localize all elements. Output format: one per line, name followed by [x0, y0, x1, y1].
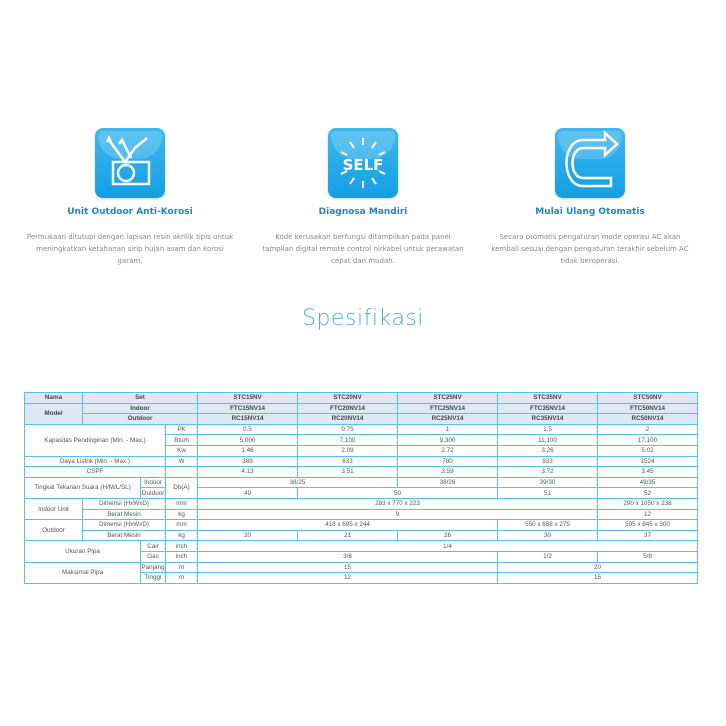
cell: 418 x 695 x 244: [198, 520, 498, 531]
sub-label: Tinggi: [141, 573, 166, 584]
cell: FTC15NV14: [198, 403, 298, 414]
table-row: [25, 403, 698, 414]
table-row: [25, 562, 698, 573]
unit-cell: W: [166, 456, 198, 467]
cell: 2.72: [398, 445, 498, 456]
unit-cell: kg: [166, 530, 198, 541]
cell: 283 x 770 x 223: [198, 498, 598, 509]
cell: 15: [198, 562, 498, 573]
cell: 3.59: [398, 467, 498, 478]
table-row: [25, 467, 698, 478]
header-cell: Nama: [25, 393, 83, 404]
cell: RC25NV14: [398, 414, 498, 425]
cell: 37: [597, 530, 697, 541]
feature-description: Kode kerusakan berfungsi ditampilkan pada panel tampilan digital remote control nirkabel untuk perawatan cepat dan mudah.: [262, 233, 464, 265]
cell: 2.09: [298, 445, 398, 456]
table-row: [25, 530, 698, 541]
cell: 290 x 1050 x 238: [597, 498, 697, 509]
feature-title: Diagnosa Mandiri: [318, 207, 408, 217]
cell: 0.5: [198, 424, 298, 435]
table-row: [25, 393, 698, 404]
feature-self-diagnosis: [253, 128, 473, 267]
sub-label: Cair: [141, 541, 166, 552]
unit-cell: Kw: [166, 445, 198, 456]
feature-description: Secara otomatis pengaturan mode operasi AC akan kembali sesuai dengan pengaturan terakhir sebelum AC tidak beroperasi.: [491, 233, 689, 265]
cell: 50: [298, 488, 498, 499]
feature-auto-restart: [480, 128, 700, 267]
row-label: Daya Listrik (Min. - Max.): [25, 456, 166, 467]
unit-cell: inch: [166, 551, 198, 562]
cell: RC20NV14: [298, 414, 398, 425]
cell: 21: [298, 530, 398, 541]
feature-title: Mulai Ulang Otomatis: [535, 207, 645, 217]
table-row: [25, 520, 698, 531]
sub-label: Berat Mesin: [83, 509, 166, 520]
cell: 1524: [597, 456, 697, 467]
table-row: [25, 541, 698, 552]
spec-table: [24, 392, 698, 584]
set-cell: STC20NV: [298, 393, 398, 404]
auto-restart-arrow-icon: [555, 128, 625, 198]
cell: 3.45: [597, 467, 697, 478]
unit-cell: inch: [166, 541, 198, 552]
cell: FTC20NV14: [298, 403, 398, 414]
cell: 12: [198, 573, 498, 584]
cell: 1/2: [497, 551, 597, 562]
unit-cell: PK: [166, 424, 198, 435]
cell: 1.5: [497, 424, 597, 435]
cell: 4.13: [198, 467, 298, 478]
unit-cell: m: [166, 573, 198, 584]
feature-description: Permukaan ditutupi dengan lapisan resin akrilik tipis untuk meningkatkan ketahanan sirip hujan asam dan korosi garam.: [26, 233, 234, 265]
unit-cell: mm: [166, 498, 198, 509]
table-row: [25, 414, 698, 425]
cell: 9: [198, 509, 598, 520]
table-row: [25, 498, 698, 509]
cell: 1.46: [198, 445, 298, 456]
cell: 7,100: [298, 435, 398, 446]
cell: 26: [398, 530, 498, 541]
cell: 9,300: [398, 435, 498, 446]
cell: 52: [597, 488, 697, 499]
cell: RC35NV14: [497, 414, 597, 425]
cell: FTC50NV14: [597, 403, 697, 414]
header-cell: Set: [83, 393, 198, 404]
sub-label: Dimensi (HxWxD): [83, 520, 166, 531]
row-label: Kapasitas Pendinginan (Min. - Max.): [25, 424, 166, 456]
cell: 30: [497, 530, 597, 541]
cell: 3.26: [497, 445, 597, 456]
unit-cell: Db(A): [166, 477, 198, 498]
cell: 550 x 658 x 275: [497, 520, 597, 531]
set-cell: STC15NV: [198, 393, 298, 404]
sub-label: Indoor: [141, 477, 166, 488]
cell: RC15NV14: [198, 414, 298, 425]
unit-cell: kg: [166, 509, 198, 520]
cell: 38/25: [198, 477, 398, 488]
cell: 5.02: [597, 445, 697, 456]
cell: 5/8: [597, 551, 697, 562]
row-label: Tingkat Tekanan Suara (H/M/L/SL): [25, 477, 141, 498]
anti-corrosion-icon: [95, 128, 165, 198]
sub-label: Gas: [141, 551, 166, 562]
table-row: [25, 477, 698, 488]
sub-label: Berat Mesin: [83, 530, 166, 541]
header-cell: Model: [25, 403, 83, 424]
unit-cell: [166, 467, 198, 478]
header-cell: Indoor: [83, 403, 198, 414]
cell: 1: [398, 424, 498, 435]
cell: 20: [198, 530, 298, 541]
cell: FTC25NV14: [398, 403, 498, 414]
header-cell: Outdoor: [83, 414, 198, 425]
table-row: [25, 456, 698, 467]
cell: RC50NV14: [597, 414, 697, 425]
cell: 38/26: [398, 477, 498, 488]
sub-label: Panjang: [141, 563, 165, 571]
table-row: [25, 424, 698, 435]
cell: 595 x 845 x 300: [597, 520, 697, 531]
row-label: Ukuran Pipa: [25, 541, 141, 562]
row-label: Indoor Unit: [25, 498, 83, 519]
set-cell: STC50NV: [597, 393, 697, 404]
cell: 3.72: [497, 467, 597, 478]
cell: 3.51: [298, 467, 398, 478]
set-cell: STC25NV: [398, 393, 498, 404]
cell: 780: [398, 456, 498, 467]
cell: 20: [497, 562, 697, 573]
row-label: Outdoor: [25, 520, 83, 541]
cell: 51: [497, 488, 597, 499]
set-cell: STC35NV: [497, 393, 597, 404]
sub-label: Outdoor: [141, 489, 165, 497]
row-label: Maksimal Pipa: [25, 562, 141, 583]
spec-heading: Spesifikasi: [302, 306, 424, 331]
cell: 389: [198, 456, 298, 467]
unit-cell: m: [166, 562, 198, 573]
cell: 39/30: [497, 477, 597, 488]
row-label: CSPF: [25, 467, 166, 478]
cell: 15: [497, 573, 697, 584]
cell: 11,100: [497, 435, 597, 446]
cell: 5,000: [198, 435, 298, 446]
unit-cell: mm: [166, 520, 198, 531]
table-row: [25, 509, 698, 520]
cell: 2: [597, 424, 697, 435]
feature-title: Unit Outdoor Anti-Korosi: [67, 207, 193, 217]
feature-anti-corrosion: [20, 128, 240, 267]
self-icon-text: SELF: [342, 156, 384, 174]
cell: 17,100: [597, 435, 697, 446]
cell: 3/8: [198, 551, 498, 562]
cell: 48/35: [597, 477, 697, 488]
cell: 633: [298, 456, 398, 467]
cell: 1/4: [198, 541, 698, 552]
cell: 12: [597, 509, 697, 520]
cell: 49: [198, 488, 298, 499]
cell: FTC35NV14: [497, 403, 597, 414]
sub-label: Dimensi (HxWxD): [83, 498, 166, 509]
self-diagnosis-icon: [328, 128, 398, 198]
cell: 0.75: [298, 424, 398, 435]
cell: 933: [497, 456, 597, 467]
unit-cell: Btu/h: [166, 435, 198, 446]
